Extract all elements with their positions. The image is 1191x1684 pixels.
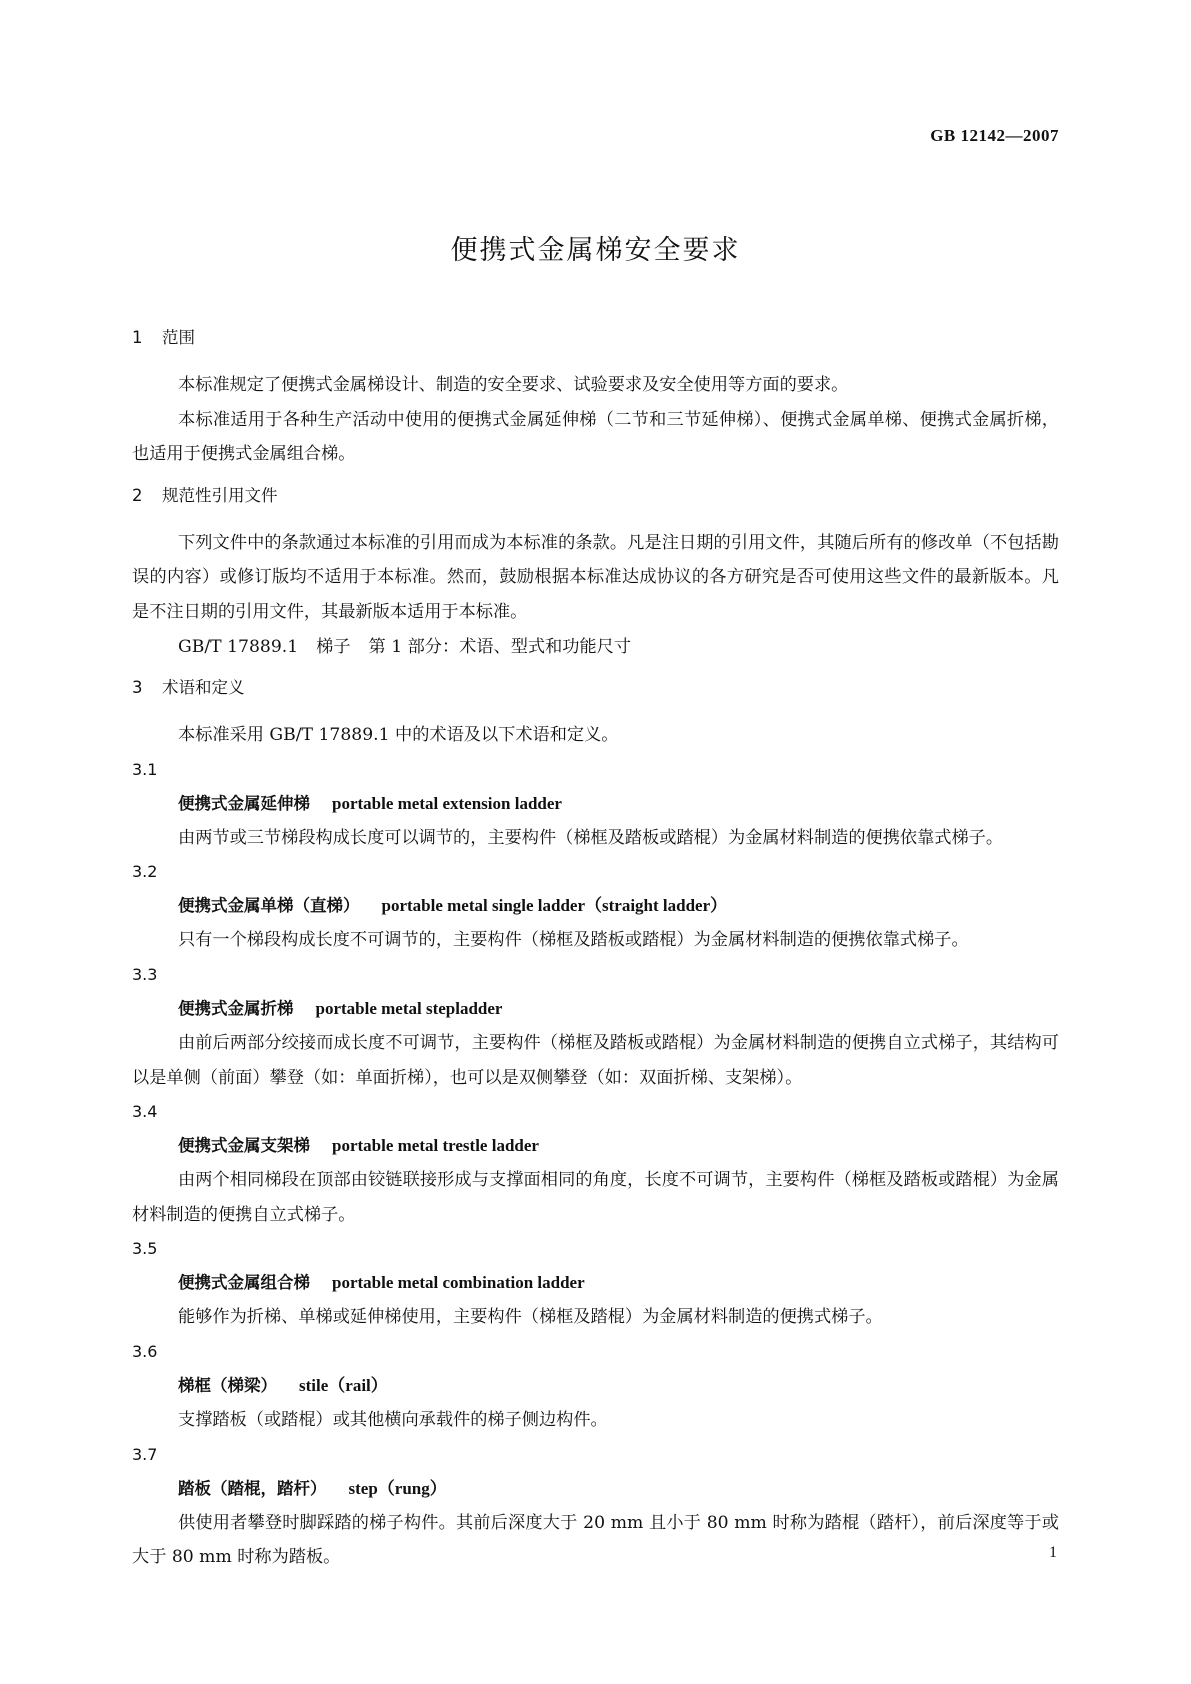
term-en: portable metal extension ladder <box>332 793 562 813</box>
section-title: 范围 <box>162 328 195 347</box>
term-en: portable metal combination ladder <box>332 1273 585 1293</box>
section-title: 术语和定义 <box>162 678 245 698</box>
term-definition: 只有一个梯段构成长度不可调节的，主要构件（梯框及踏板或踏棍）为金属材料制造的便携依靠式梯子。 <box>178 930 969 951</box>
section-number: 1 <box>132 328 143 347</box>
term-entry <box>132 1129 1059 1163</box>
term-number: 3.2 <box>132 862 158 882</box>
term-definition: 由两个相同梯段在顶部由铰链联接形成与支撑面相同的角度，长度不可调节，主要构件（梯框及踏板或踏棍）为金属材料制造的便携自立式梯子。 <box>132 1170 1059 1225</box>
term-number: 3.5 <box>132 1239 158 1259</box>
term-definition: 由两节或三节梯段构成长度可以调节的，主要构件（梯框及踏板或踏棍）为金属材料制造的便携依靠式梯子。 <box>178 827 1004 848</box>
term-number: 3.1 <box>132 759 158 779</box>
section-number: 2 <box>132 485 143 505</box>
term-zh: 梯框（梯梁） <box>178 1375 277 1395</box>
term-entry <box>132 992 1059 1026</box>
reference-code: GB/T 17889.1 <box>178 636 299 657</box>
term-definition: 能够作为折梯、单梯或延伸梯使用，主要构件（梯框及踏棍）为金属材料制造的便携式梯子。 <box>178 1307 883 1328</box>
paragraph: 下列文件中的条款通过本标准的引用而成为本标准的条款。凡是注日期的引用文件，其随后所有的修改单（不包括勘误的内容）或修订版均不适用于本标准。然而，鼓励根据本标准达成协议的各方研究是否可使用这些文件的最新版本。凡是不注日期的引用文件，其最新版本适用于本标准。 <box>132 532 1059 622</box>
term-zh: 便携式金属延伸梯 <box>178 793 310 813</box>
section-heading-2 <box>132 480 1059 512</box>
term-entry <box>132 1369 1059 1403</box>
document-body <box>132 322 1059 1575</box>
paragraph: 本标准采用 GB/T 17889.1 中的术语及以下术语和定义。 <box>178 725 619 746</box>
reference-name: 梯子 <box>316 636 351 657</box>
term-entry <box>132 889 1059 923</box>
section-title: 规范性引用文件 <box>162 485 278 505</box>
term-en: step（rung） <box>348 1478 447 1498</box>
section-heading-3 <box>132 672 1059 704</box>
term-definition: 由前后两部分绞接而成长度不可调节，主要构件（梯框及踏板或踏棍）为金属材料制造的便携自立式梯子，其结构可以是单侧（前面）攀登（如：单面折梯），也可以是双侧攀登（如：双面折梯、支架梯）。 <box>132 1032 1059 1088</box>
term-entry <box>132 787 1059 821</box>
term-en: portable metal stepladder <box>315 998 503 1018</box>
document-title: 便携式金属梯安全要求 <box>450 235 741 266</box>
term-entry <box>132 1472 1059 1506</box>
section-heading-1 <box>132 322 1059 354</box>
term-zh: 便携式金属折梯 <box>178 998 294 1018</box>
paragraph: 本标准适用于各种生产活动中使用的便携式金属延伸梯（二节和三节延伸梯）、便携式金属单梯、便携式金属折梯，也适用于便携式金属组合梯。 <box>132 409 1059 465</box>
term-zh: 便携式金属单梯（直梯） <box>178 896 360 916</box>
term-number: 3.6 <box>132 1341 158 1361</box>
term-en: portable metal trestle ladder <box>332 1136 539 1156</box>
section-number: 3 <box>132 678 143 698</box>
reference-part: 第 1 部分：术语、型式和功能尺寸 <box>368 636 632 657</box>
term-zh: 便携式金属支架梯 <box>178 1136 310 1156</box>
term-definition: 支撑踏板（或踏棍）或其他横向承载件的梯子侧边构件。 <box>178 1409 608 1430</box>
term-definition: 供使用者攀登时脚踩踏的梯子构件。其前后深度大于 20 mm 且小于 80 mm 时称为踏棍（踏杆），前后深度等于或大于 80 mm 时称为踏板。 <box>132 1512 1059 1568</box>
term-en: portable metal single ladder（straight ladder） <box>381 896 728 916</box>
term-number: 3.7 <box>132 1444 158 1464</box>
term-zh: 踏板（踏棍，踏杆） <box>178 1478 327 1498</box>
paragraph: 本标准规定了便携式金属梯设计、制造的安全要求、试验要求及安全使用等方面的要求。 <box>178 375 849 395</box>
page-number: 1 <box>1049 1544 1057 1561</box>
term-en: stile（rail） <box>299 1375 388 1395</box>
term-entry <box>132 1266 1059 1300</box>
term-number: 3.3 <box>132 964 158 984</box>
term-number: 3.4 <box>132 1102 158 1122</box>
term-zh: 便携式金属组合梯 <box>178 1273 310 1293</box>
normative-reference <box>132 630 1059 665</box>
standard-number: GB 12142—2007 <box>930 126 1059 145</box>
